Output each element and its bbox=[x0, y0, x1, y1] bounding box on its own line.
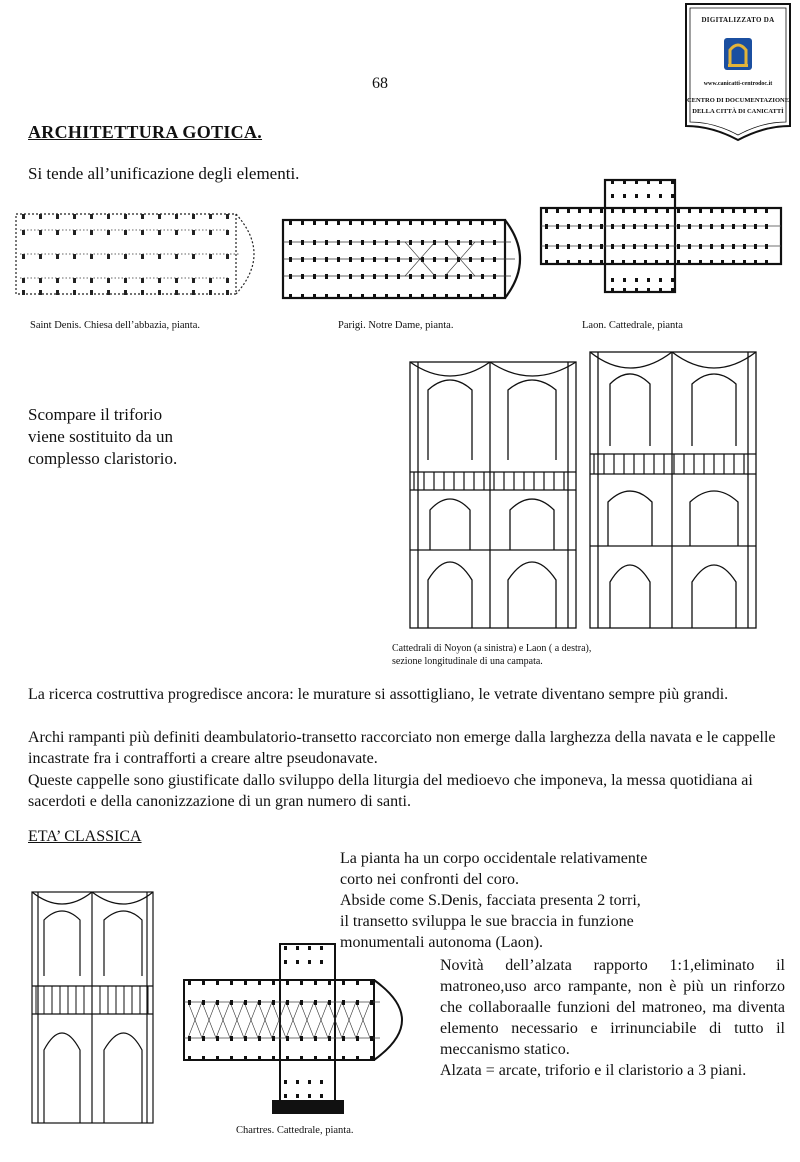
paragraph-3: Queste cappelle sono giustificate dallo sviluppo della liturgia del medioevo che imponeva, la messa quotidiana ai sacerdoti e della canonizzazione di un gran numero di santi. bbox=[28, 772, 753, 810]
notre-dame-plan-image bbox=[275, 212, 535, 307]
classica-text-b-2: Alzata = arcate, triforio e il claristorio a 3 piani. bbox=[440, 1062, 747, 1079]
stamp-center-line1: CENTRO DI DOCUMENTAZIONE bbox=[686, 97, 790, 104]
chartres-caption: Chartres. Cattedrale, pianta. bbox=[236, 1125, 354, 1136]
chartres-elevation-image bbox=[30, 890, 155, 1125]
laon-plan-image bbox=[535, 170, 790, 305]
stamp-title: DIGITALIZZATO DA bbox=[701, 16, 775, 24]
chartres-plan-image bbox=[180, 940, 430, 1120]
classica-text-b-1: Novità dell’alzata rapporto 1:1,eliminato il matroneo,uso arco rampante, non è più un rinforzo che collaboraalle funzioni del matroneo, ma diventa elemento necessario e irrinunciabile di tutto il meccanismo statico. bbox=[440, 957, 785, 1058]
stamp-center-line2: DELLA CITTÀ DI CANICATTÌ bbox=[692, 108, 784, 115]
city-shield-icon bbox=[724, 38, 752, 70]
classica-text-a: La pianta ha un corpo occidentale relativamente corto nei confronti del coro. Abside come S.Denis, facciata presenta 2 torri, il transetto sviluppa le sue braccia in funzione monumentali autonoma (Laon). bbox=[340, 850, 648, 951]
saint-denis-plan-image bbox=[10, 200, 275, 305]
intro-text: Si tende all’unificazione degli elementi. bbox=[28, 164, 300, 183]
plan-caption-notre-dame: Parigi. Notre Dame, pianta. bbox=[338, 320, 454, 331]
paragraph-1: La ricerca costruttiva progredisce ancora: le murature si assottigliano, le vetrate diventano sempre più grandi. bbox=[28, 686, 729, 703]
paragraph-2: Archi rampanti più definiti deambulatorio-transetto raccorciato non emerge dalla larghezza della navata e le cappelle incastrate fra i contrafforti a creare altre pseudonavate. bbox=[28, 729, 776, 767]
section-caption bbox=[392, 642, 652, 668]
section-caption-line1: Cattedrali di Noyon (a sinistra) e Laon ( a destra), bbox=[392, 643, 592, 654]
noyon-elevation-image bbox=[408, 360, 578, 630]
classica-text-b bbox=[440, 955, 785, 1081]
page-number: 68 bbox=[372, 75, 388, 92]
section-caption-line2: sezione longitudinale di una campata. bbox=[392, 656, 543, 667]
classica-heading: ETA’ CLASSICA bbox=[28, 828, 142, 845]
plan-caption-laon: Laon. Cattedrale, pianta bbox=[582, 320, 683, 331]
stamp-url: www.canicatti-centrodoc.it bbox=[703, 81, 773, 87]
digitization-stamp bbox=[684, 2, 792, 142]
plan-caption-saint-denis: Saint Denis. Chiesa dell’abbazia, pianta. bbox=[30, 320, 200, 331]
triforio-text: Scompare il triforio viene sostituito da un complesso claristorio. bbox=[28, 405, 178, 468]
laon-elevation-image bbox=[588, 350, 758, 630]
page-title: ARCHITETTURA GOTICA. bbox=[28, 122, 263, 142]
